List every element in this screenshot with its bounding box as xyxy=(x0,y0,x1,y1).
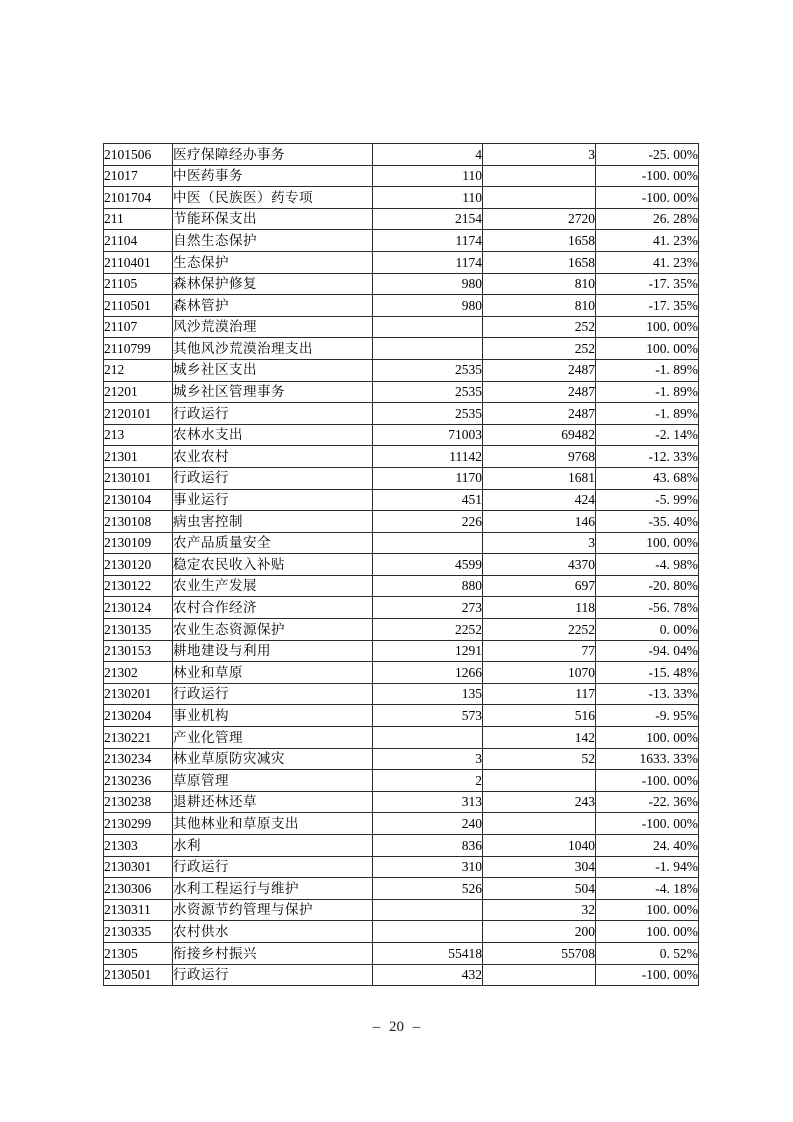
cell-amount-prev: 2 xyxy=(373,770,483,792)
cell-change-pct: 41. 23% xyxy=(596,251,699,273)
cell-change-pct: -25. 00% xyxy=(596,144,699,166)
cell-code: 2130122 xyxy=(104,575,173,597)
cell-item-name: 农村供水 xyxy=(173,921,373,943)
cell-amount-prev: 526 xyxy=(373,878,483,900)
cell-amount-curr: 516 xyxy=(483,705,596,727)
cell-item-name: 城乡社区管理事务 xyxy=(173,381,373,403)
cell-item-name: 农业农村 xyxy=(173,446,373,468)
cell-amount-prev: 135 xyxy=(373,683,483,705)
table-row xyxy=(104,424,699,446)
cell-item-name: 产业化管理 xyxy=(173,727,373,749)
table-row xyxy=(104,251,699,273)
cell-code: 2130299 xyxy=(104,813,173,835)
cell-amount-curr: 3 xyxy=(483,144,596,166)
cell-change-pct: -2. 14% xyxy=(596,424,699,446)
table-row xyxy=(104,921,699,943)
cell-amount-prev: 2535 xyxy=(373,359,483,381)
cell-change-pct: 100. 00% xyxy=(596,338,699,360)
cell-item-name: 城乡社区支出 xyxy=(173,359,373,381)
cell-change-pct: 100. 00% xyxy=(596,316,699,338)
cell-code: 2130306 xyxy=(104,878,173,900)
table-row xyxy=(104,489,699,511)
cell-change-pct: -4. 18% xyxy=(596,878,699,900)
table-row xyxy=(104,964,699,986)
table-row xyxy=(104,791,699,813)
cell-item-name: 病虫害控制 xyxy=(173,511,373,533)
cell-code: 2110799 xyxy=(104,338,173,360)
cell-amount-prev: 240 xyxy=(373,813,483,835)
cell-change-pct: -1. 89% xyxy=(596,381,699,403)
budget-table-body xyxy=(104,144,699,986)
page-number: – 20 – xyxy=(372,1019,421,1035)
budget-expenditure-table xyxy=(103,143,699,986)
cell-change-pct: -100. 00% xyxy=(596,964,699,986)
cell-amount-prev xyxy=(373,532,483,554)
cell-item-name: 林业和草原 xyxy=(173,662,373,684)
cell-amount-prev: 4599 xyxy=(373,554,483,576)
cell-code: 2130221 xyxy=(104,727,173,749)
cell-amount-prev: 313 xyxy=(373,791,483,813)
cell-change-pct: -1. 94% xyxy=(596,856,699,878)
cell-item-name: 水利 xyxy=(173,835,373,857)
cell-code: 2110401 xyxy=(104,251,173,273)
cell-amount-curr: 252 xyxy=(483,338,596,360)
cell-amount-prev: 1174 xyxy=(373,230,483,252)
cell-item-name: 行政运行 xyxy=(173,403,373,425)
cell-item-name: 行政运行 xyxy=(173,683,373,705)
cell-amount-curr: 697 xyxy=(483,575,596,597)
cell-code: 2130238 xyxy=(104,791,173,813)
cell-item-name: 农业生态资源保护 xyxy=(173,619,373,641)
cell-change-pct: -100. 00% xyxy=(596,165,699,187)
cell-amount-curr: 32 xyxy=(483,899,596,921)
table-row xyxy=(104,144,699,166)
cell-change-pct: 0. 00% xyxy=(596,619,699,641)
cell-amount-prev xyxy=(373,899,483,921)
cell-amount-prev: 3 xyxy=(373,748,483,770)
cell-amount-prev: 273 xyxy=(373,597,483,619)
cell-code: 2130153 xyxy=(104,640,173,662)
cell-change-pct: -17. 35% xyxy=(596,295,699,317)
cell-change-pct: -5. 99% xyxy=(596,489,699,511)
cell-amount-curr: 9768 xyxy=(483,446,596,468)
cell-item-name: 农林水支出 xyxy=(173,424,373,446)
cell-item-name: 风沙荒漠治理 xyxy=(173,316,373,338)
table-row xyxy=(104,338,699,360)
cell-amount-prev: 11142 xyxy=(373,446,483,468)
table-row xyxy=(104,942,699,964)
table-row xyxy=(104,856,699,878)
cell-code: 21305 xyxy=(104,942,173,964)
cell-item-name: 水资源节约管理与保护 xyxy=(173,899,373,921)
cell-code: 2110501 xyxy=(104,295,173,317)
table-row xyxy=(104,597,699,619)
table-row xyxy=(104,381,699,403)
cell-item-name: 自然生态保护 xyxy=(173,230,373,252)
cell-code: 21302 xyxy=(104,662,173,684)
cell-code: 2130236 xyxy=(104,770,173,792)
cell-change-pct: 1633. 33% xyxy=(596,748,699,770)
cell-amount-curr: 2252 xyxy=(483,619,596,641)
cell-change-pct: -56. 78% xyxy=(596,597,699,619)
cell-change-pct: -22. 36% xyxy=(596,791,699,813)
cell-amount-curr: 77 xyxy=(483,640,596,662)
cell-amount-prev: 1266 xyxy=(373,662,483,684)
cell-amount-curr: 2487 xyxy=(483,403,596,425)
table-row xyxy=(104,662,699,684)
cell-item-name: 农村合作经济 xyxy=(173,597,373,619)
table-row xyxy=(104,683,699,705)
cell-amount-curr: 118 xyxy=(483,597,596,619)
table-row xyxy=(104,554,699,576)
cell-change-pct: 100. 00% xyxy=(596,921,699,943)
cell-item-name: 其他风沙荒漠治理支出 xyxy=(173,338,373,360)
cell-amount-curr: 69482 xyxy=(483,424,596,446)
cell-item-name: 森林保护修复 xyxy=(173,273,373,295)
cell-amount-prev: 2252 xyxy=(373,619,483,641)
cell-change-pct: -35. 40% xyxy=(596,511,699,533)
cell-amount-curr: 200 xyxy=(483,921,596,943)
cell-item-name: 其他林业和草原支出 xyxy=(173,813,373,835)
table-row xyxy=(104,770,699,792)
cell-amount-curr: 424 xyxy=(483,489,596,511)
cell-change-pct: -13. 33% xyxy=(596,683,699,705)
cell-amount-prev: 573 xyxy=(373,705,483,727)
cell-amount-curr: 55708 xyxy=(483,942,596,964)
table-row xyxy=(104,899,699,921)
cell-amount-curr: 2487 xyxy=(483,359,596,381)
cell-amount-curr: 2720 xyxy=(483,208,596,230)
cell-amount-prev: 1170 xyxy=(373,467,483,489)
cell-code: 2130501 xyxy=(104,964,173,986)
cell-item-name: 林业草原防灾减灾 xyxy=(173,748,373,770)
cell-item-name: 行政运行 xyxy=(173,964,373,986)
cell-code: 2101506 xyxy=(104,144,173,166)
cell-code: 2130135 xyxy=(104,619,173,641)
cell-change-pct: -17. 35% xyxy=(596,273,699,295)
cell-change-pct: 100. 00% xyxy=(596,727,699,749)
cell-amount-curr: 1658 xyxy=(483,230,596,252)
cell-change-pct: -1. 89% xyxy=(596,403,699,425)
cell-amount-curr: 117 xyxy=(483,683,596,705)
table-row xyxy=(104,403,699,425)
cell-amount-prev: 980 xyxy=(373,273,483,295)
cell-amount-curr: 2487 xyxy=(483,381,596,403)
table-row xyxy=(104,878,699,900)
cell-code: 213 xyxy=(104,424,173,446)
cell-code: 2120101 xyxy=(104,403,173,425)
cell-amount-curr: 52 xyxy=(483,748,596,770)
table-row xyxy=(104,835,699,857)
cell-item-name: 水利工程运行与维护 xyxy=(173,878,373,900)
table-row xyxy=(104,208,699,230)
cell-amount-curr xyxy=(483,770,596,792)
cell-item-name: 农产品质量安全 xyxy=(173,532,373,554)
cell-change-pct: -94. 04% xyxy=(596,640,699,662)
cell-change-pct: -100. 00% xyxy=(596,770,699,792)
cell-item-name: 草原管理 xyxy=(173,770,373,792)
cell-item-name: 退耕还林还草 xyxy=(173,791,373,813)
cell-amount-curr: 146 xyxy=(483,511,596,533)
cell-amount-curr: 4370 xyxy=(483,554,596,576)
cell-code: 21017 xyxy=(104,165,173,187)
cell-amount-curr xyxy=(483,964,596,986)
table-row xyxy=(104,446,699,468)
cell-item-name: 农业生产发展 xyxy=(173,575,373,597)
cell-amount-curr: 3 xyxy=(483,532,596,554)
cell-amount-curr: 142 xyxy=(483,727,596,749)
cell-amount-prev: 432 xyxy=(373,964,483,986)
cell-item-name: 衔接乡村振兴 xyxy=(173,942,373,964)
table-row xyxy=(104,705,699,727)
cell-code: 211 xyxy=(104,208,173,230)
cell-amount-prev: 226 xyxy=(373,511,483,533)
cell-amount-prev xyxy=(373,338,483,360)
cell-item-name: 稳定农民收入补贴 xyxy=(173,554,373,576)
cell-amount-prev: 4 xyxy=(373,144,483,166)
cell-amount-prev: 1174 xyxy=(373,251,483,273)
cell-amount-curr: 810 xyxy=(483,273,596,295)
cell-amount-curr xyxy=(483,813,596,835)
cell-amount-prev: 1291 xyxy=(373,640,483,662)
cell-change-pct: 26. 28% xyxy=(596,208,699,230)
cell-amount-prev: 980 xyxy=(373,295,483,317)
cell-amount-curr: 1658 xyxy=(483,251,596,273)
cell-item-name: 事业运行 xyxy=(173,489,373,511)
cell-amount-curr: 1040 xyxy=(483,835,596,857)
cell-amount-prev: 110 xyxy=(373,187,483,209)
table-row xyxy=(104,273,699,295)
cell-code: 2130311 xyxy=(104,899,173,921)
cell-amount-prev: 55418 xyxy=(373,942,483,964)
table-row xyxy=(104,165,699,187)
cell-item-name: 森林管护 xyxy=(173,295,373,317)
cell-change-pct: 24. 40% xyxy=(596,835,699,857)
cell-code: 212 xyxy=(104,359,173,381)
cell-change-pct: -20. 80% xyxy=(596,575,699,597)
cell-amount-curr xyxy=(483,187,596,209)
table-row xyxy=(104,359,699,381)
cell-code: 21201 xyxy=(104,381,173,403)
cell-code: 2130101 xyxy=(104,467,173,489)
cell-amount-curr: 1070 xyxy=(483,662,596,684)
cell-item-name: 行政运行 xyxy=(173,856,373,878)
cell-code: 21104 xyxy=(104,230,173,252)
cell-amount-prev xyxy=(373,316,483,338)
cell-amount-prev: 110 xyxy=(373,165,483,187)
cell-amount-prev xyxy=(373,727,483,749)
cell-code: 2130104 xyxy=(104,489,173,511)
cell-code: 2130234 xyxy=(104,748,173,770)
cell-item-name: 行政运行 xyxy=(173,467,373,489)
cell-code: 2130204 xyxy=(104,705,173,727)
table-row xyxy=(104,575,699,597)
cell-code: 21107 xyxy=(104,316,173,338)
table-row xyxy=(104,727,699,749)
cell-amount-curr: 1681 xyxy=(483,467,596,489)
cell-amount-prev: 71003 xyxy=(373,424,483,446)
cell-item-name: 事业机构 xyxy=(173,705,373,727)
cell-change-pct: -100. 00% xyxy=(596,187,699,209)
table-row xyxy=(104,640,699,662)
cell-item-name: 中医（民族医）药专项 xyxy=(173,187,373,209)
cell-item-name: 医疗保障经办事务 xyxy=(173,144,373,166)
cell-amount-prev: 451 xyxy=(373,489,483,511)
cell-code: 2130335 xyxy=(104,921,173,943)
cell-amount-curr: 504 xyxy=(483,878,596,900)
cell-change-pct: -12. 33% xyxy=(596,446,699,468)
cell-item-name: 生态保护 xyxy=(173,251,373,273)
table-row xyxy=(104,532,699,554)
cell-amount-curr: 243 xyxy=(483,791,596,813)
cell-code: 2130301 xyxy=(104,856,173,878)
cell-code: 2130124 xyxy=(104,597,173,619)
cell-change-pct: -100. 00% xyxy=(596,813,699,835)
cell-item-name: 耕地建设与利用 xyxy=(173,640,373,662)
cell-item-name: 中医药事务 xyxy=(173,165,373,187)
cell-amount-prev: 2535 xyxy=(373,403,483,425)
cell-amount-prev: 880 xyxy=(373,575,483,597)
cell-amount-curr xyxy=(483,165,596,187)
table-row xyxy=(104,748,699,770)
table-row xyxy=(104,295,699,317)
cell-amount-prev: 310 xyxy=(373,856,483,878)
cell-change-pct: -4. 98% xyxy=(596,554,699,576)
table-row xyxy=(104,619,699,641)
table-row xyxy=(104,511,699,533)
table-row xyxy=(104,230,699,252)
cell-item-name: 节能环保支出 xyxy=(173,208,373,230)
cell-change-pct: 41. 23% xyxy=(596,230,699,252)
cell-change-pct: 0. 52% xyxy=(596,942,699,964)
cell-amount-curr: 304 xyxy=(483,856,596,878)
cell-amount-prev xyxy=(373,921,483,943)
cell-code: 2130201 xyxy=(104,683,173,705)
cell-change-pct: 100. 00% xyxy=(596,899,699,921)
table-row xyxy=(104,467,699,489)
cell-code: 2130120 xyxy=(104,554,173,576)
cell-amount-prev: 836 xyxy=(373,835,483,857)
cell-code: 2130108 xyxy=(104,511,173,533)
cell-code: 21105 xyxy=(104,273,173,295)
cell-change-pct: 100. 00% xyxy=(596,532,699,554)
cell-code: 2101704 xyxy=(104,187,173,209)
cell-code: 21303 xyxy=(104,835,173,857)
cell-change-pct: 43. 68% xyxy=(596,467,699,489)
table-row xyxy=(104,187,699,209)
cell-code: 2130109 xyxy=(104,532,173,554)
cell-amount-curr: 252 xyxy=(483,316,596,338)
table-row xyxy=(104,316,699,338)
cell-code: 21301 xyxy=(104,446,173,468)
cell-amount-prev: 2535 xyxy=(373,381,483,403)
cell-amount-prev: 2154 xyxy=(373,208,483,230)
cell-change-pct: -9. 95% xyxy=(596,705,699,727)
cell-amount-curr: 810 xyxy=(483,295,596,317)
table-row xyxy=(104,813,699,835)
cell-change-pct: -15. 48% xyxy=(596,662,699,684)
cell-change-pct: -1. 89% xyxy=(596,359,699,381)
